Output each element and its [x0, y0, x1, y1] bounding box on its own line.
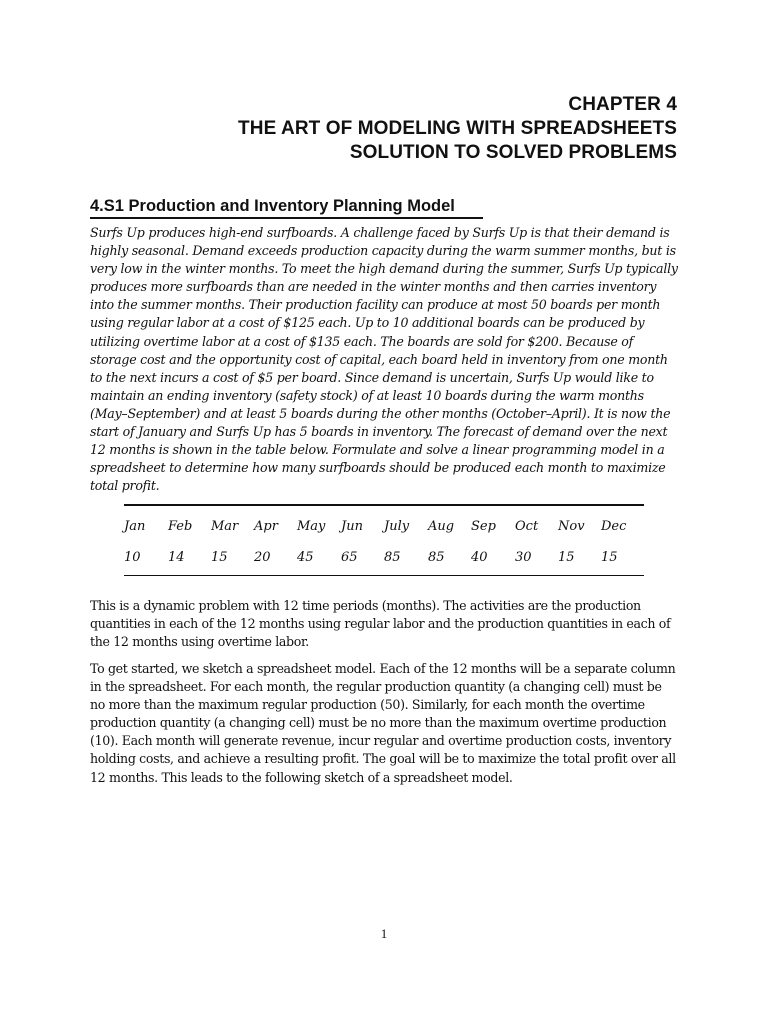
month-cell: Jan: [124, 518, 146, 534]
demand-table-grid: [124, 506, 644, 575]
demand-cell: 10: [124, 549, 141, 565]
table-bottom-rule: [124, 575, 644, 577]
month-cell: May: [297, 518, 326, 534]
demand-table: [124, 504, 644, 576]
problem-statement: Surfs Up produces high-end surfboards. A challenge faced by Surfs Up is that their demand is highly seasonal. Demand exceeds production capacity during the warm summer months, but is very low in the winter months. To meet the high demand during the summer, Surfs Up typically produces more surfboards than are needed in the winter months and then carries inventory into the summer months. Their production facility can produce at most 50 boards per month using regular labor at a cost of $125 each. Up to 10 additional boards can be produced by utilizing overtime labor at a cost of $135 each. The boards are sold for $200. Because of storage cost and the opportunity cost of capital, each board held in inventory from one month to the next incurs a cost of $5 per board. Since demand is uncertain, Surfs Up would like to maintain an ending inventory (safety stock) of at least 10 boards during the warm months (May–September) and at least 5 boards during the other months (October–April). It is now the start of January and Surfs Up has 5 boards in inventory. The forecast of demand over the next 12 months is shown in the table below. Formulate and solve a linear programming model in a spreadsheet to determine how many surfboards should be produced each month to maximize total profit.: [90, 225, 678, 494]
month-cell: Dec: [601, 518, 627, 534]
body-paragraph-2: To get started, we sketch a spreadsheet model. Each of the 12 months will be a separate column in the spreadsheet. For each month, the regular production quantity (a changing cell) must be no more than the maximum regular production (50). Similarly, for each month the overtime production quantity (a changing cell) must be no more than the maximum overtime production (10). Each month will generate revenue, incur regular and overtime production costs, inventory holding costs, and achieve a resulting profit. The goal will be to maximize the total profit over all 12 months. This leads to the following sketch of a spreadsheet model.: [90, 661, 676, 785]
month-cell: Jun: [341, 518, 363, 534]
month-cell: Mar: [211, 518, 239, 534]
demand-cell: 40: [471, 549, 488, 565]
month-header-row: [124, 506, 644, 542]
chapter-title: THE ART OF MODELING WITH SPREADSHEETS: [238, 118, 677, 139]
month-cell: Apr: [254, 518, 278, 534]
demand-cell: 30: [515, 549, 532, 565]
month-cell: Aug: [428, 518, 455, 534]
page-number: 1: [380, 926, 388, 941]
demand-cell: 20: [254, 549, 271, 565]
month-cell: Oct: [515, 518, 539, 534]
demand-cell: 15: [558, 549, 575, 565]
demand-cell: 14: [168, 549, 185, 565]
demand-cell: 85: [428, 549, 445, 565]
body-paragraph-1: This is a dynamic problem with 12 time periods (months). The activities are the production quantities in each of the 12 months using regular labor and the production quantities in each of the 12 months using overtime labor.: [90, 598, 671, 650]
month-cell: July: [384, 518, 410, 534]
chapter-subtitle: SOLUTION TO SOLVED PROBLEMS: [349, 142, 677, 163]
demand-cell: 15: [211, 549, 228, 565]
demand-cell: 45: [297, 549, 314, 565]
demand-value-row: [124, 542, 644, 575]
month-cell: Sep: [471, 518, 496, 534]
month-cell: Feb: [168, 518, 193, 534]
demand-cell: 15: [601, 549, 618, 565]
chapter-number: CHAPTER 4: [568, 94, 677, 115]
demand-cell: 65: [341, 549, 358, 565]
section-title: 4.S1 Production and Inventory Planning Model: [90, 197, 455, 215]
month-cell: Nov: [558, 518, 585, 534]
section-title-underline: [90, 217, 483, 219]
chapter-heading: [238, 93, 677, 165]
demand-cell: 85: [384, 549, 401, 565]
